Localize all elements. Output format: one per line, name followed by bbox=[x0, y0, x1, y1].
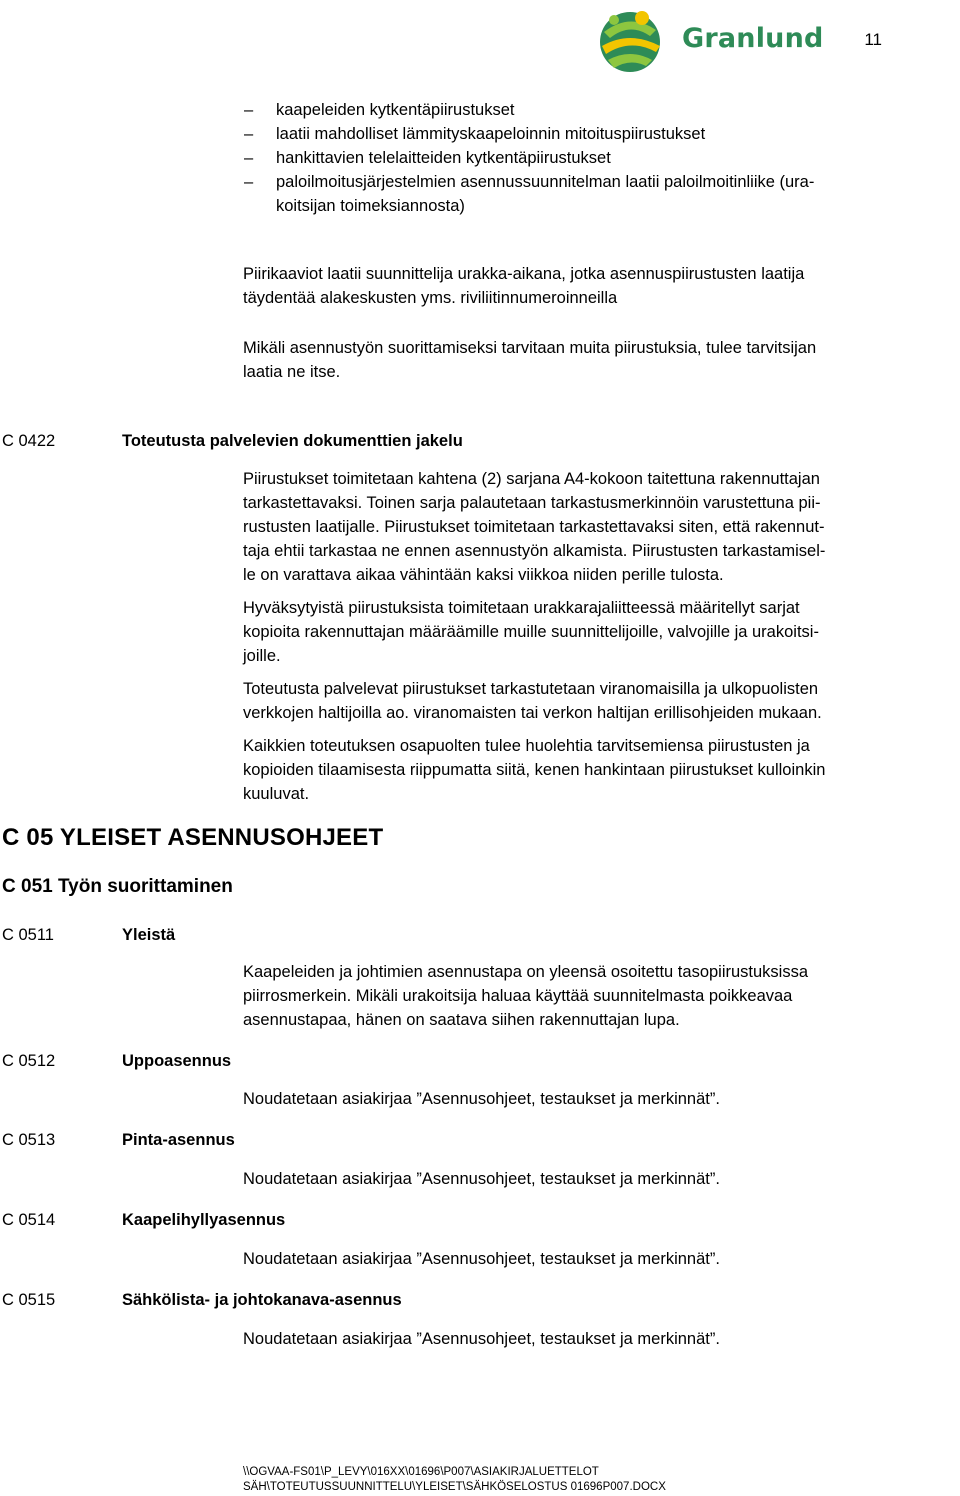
list-item: – laatii mahdolliset lämmityskaapeloinnin mitoituspiirustukset bbox=[244, 122, 944, 146]
chapter-heading: C 05 YLEISET ASENNUSOHJEET bbox=[2, 824, 384, 851]
section-code: C 0511 bbox=[2, 926, 54, 944]
paragraph: Noudatetaan asiakirjaa ”Asennusohjeet, testaukset ja merkinnät”. bbox=[243, 1330, 720, 1348]
section-code: C 0513 bbox=[2, 1131, 56, 1149]
footer-line: \\OGVAA-FS01\P_LEVY\016XX\01696\P007\ASIAKIRJALUETTELOT bbox=[243, 1466, 599, 1478]
paragraph: Piirikaaviot laatii suunnittelija urakka-aikana, jotka asennuspiirustusten laatija täydentää alakeskusten yms. riviliitinnumeroinneilla bbox=[243, 265, 805, 307]
paragraph: Hyväksytyistä piirustuksista toimitetaan urakkarajaliitteessä määritellyt sarjat kopioita rakennuttajan määräämille muille suunnittelijoille, valvojille ja urakoitsi- joille. bbox=[243, 599, 819, 665]
list-item: – paloilmoitusjärjestelmien asennussuunnitelman laatii paloilmoitinliike (ura- bbox=[244, 170, 944, 194]
section-title: Uppoasennus bbox=[122, 1052, 232, 1070]
paragraph: Kaapeleiden ja johtimien asennustapa on yleensä osoitettu tasopiirustuksissa piirrosmerkein. Mikäli urakoitsija haluaa käyttää suunnitelmasta poikkeavaa asennustapaa, hänen on saatava siihen rakennuttajan lupa. bbox=[243, 963, 809, 1029]
list-item-continuation: koitsijan toimeksiannosta) bbox=[276, 197, 465, 215]
bullet-list bbox=[244, 98, 944, 218]
section-title: Sähkölista- ja johtokanava-asennus bbox=[122, 1291, 402, 1309]
paragraph: Mikäli asennustyön suorittamiseksi tarvitaan muita piirustuksia, tulee tarvitsijan laatia ne itse. bbox=[243, 339, 817, 381]
section-title: Kaapelihyllyasennus bbox=[122, 1211, 286, 1229]
dash-icon: – bbox=[244, 149, 254, 167]
dash-icon: – bbox=[244, 101, 254, 119]
section-code: C 0514 bbox=[2, 1211, 56, 1229]
paragraph: Noudatetaan asiakirjaa ”Asennusohjeet, testaukset ja merkinnät”. bbox=[243, 1250, 720, 1268]
footer-path bbox=[243, 1465, 666, 1495]
granlund-logo bbox=[590, 6, 824, 76]
paragraph: Noudatetaan asiakirjaa ”Asennusohjeet, testaukset ja merkinnät”. bbox=[243, 1170, 720, 1188]
list-item: – hankittavien telelaitteiden kytkentäpiirustukset bbox=[244, 146, 944, 170]
paragraph: Toteutusta palvelevat piirustukset tarkastutetaan viranomaisilla ja ulkopuolisten verkkojen haltijoilla ao. viranomaisten tai verkon haltijan erillisohjeiden mukaan. bbox=[243, 680, 822, 722]
page-number: 11 bbox=[864, 30, 882, 49]
logo-wordmark: Granlund bbox=[682, 23, 824, 54]
section-code: C 0515 bbox=[2, 1291, 56, 1309]
footer-line: SÄH\TOTEUTUSSUUNNITTELU\YLEISET\SÄHKÖSELOSTUS 01696P007.DOCX bbox=[243, 1481, 666, 1493]
granlund-globe-icon bbox=[590, 6, 676, 76]
section-code: C 0422 bbox=[2, 432, 56, 450]
dash-icon: – bbox=[244, 173, 254, 191]
paragraph: Kaikkien toteutuksen osapuolten tulee huolehtia tarvitsemiensa piirustusten ja kopioiden tilaamisesta riippumatta siitä, kenen hankintaan piirustukset kulloinkin kuuluvat. bbox=[243, 737, 826, 803]
dash-icon: – bbox=[244, 125, 254, 143]
section-title: Pinta-asennus bbox=[122, 1131, 235, 1149]
subchapter-heading: C 051 Työn suorittaminen bbox=[2, 876, 233, 897]
section-code: C 0512 bbox=[2, 1052, 56, 1070]
paragraph: Noudatetaan asiakirjaa ”Asennusohjeet, testaukset ja merkinnät”. bbox=[243, 1090, 720, 1108]
paragraph: Piirustukset toimitetaan kahtena (2) sarjana A4-kokoon taitettuna rakennuttajan tarkastettavaksi. Toinen sarja palautetaan tarkastusmerkinnöin varustettuna pii- rustusten laatijalle. Piirustukset toimitetaan tarkastettavaksi siten, että rakennut- taja ehtii tarkastaa ne ennen asennustyön alkamista. Piirustusten tarkastamisel- le on varattava aikaa vähintään kaksi viikkoa niiden perille tulosta. bbox=[243, 470, 826, 584]
section-title: Yleistä bbox=[122, 926, 176, 944]
list-item: – kaapeleiden kytkentäpiirustukset bbox=[244, 98, 944, 122]
section-title: Toteutusta palvelevien dokumenttien jakelu bbox=[122, 432, 463, 450]
